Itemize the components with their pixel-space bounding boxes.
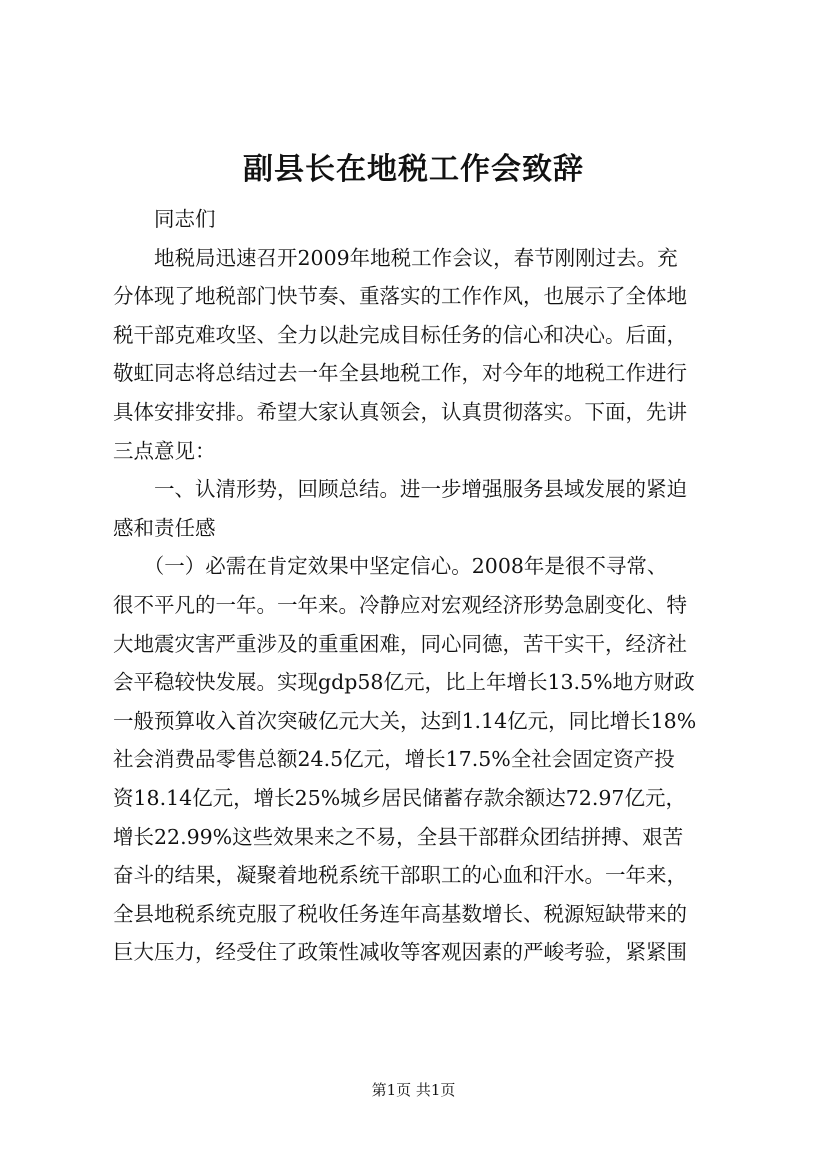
text-line: 会平稳较快发展。实现gdp58亿元，比上年增长13.5%地方财政 bbox=[113, 670, 695, 695]
text-line: 很不平凡的一年。一年来。冷静应对宏观经济形势急剧变化、特 bbox=[113, 592, 687, 617]
text-line: 资18.14亿元，增长25%城乡居民储蓄存款余额达72.97亿元， bbox=[113, 785, 686, 810]
text-line: 大地震灾害严重涉及的重重困难，同心同德，苦干实干，经济社 bbox=[113, 631, 687, 656]
document-body bbox=[113, 200, 723, 972]
text-line: 增长22.99%这些效果来之不易，全县干部群众团结拼搏、艰苦 bbox=[113, 824, 684, 849]
text-line: 敬虹同志将总结过去一年全县地税工作，对今年的地税工作进行 bbox=[113, 361, 687, 386]
text-line: 地税局迅速召开2009年地税工作会议，春节刚刚过去。充 bbox=[113, 245, 678, 270]
text-line: 社会消费品零售总额24.5亿元，增长17.5%全社会固定资产投 bbox=[113, 747, 675, 772]
text-line: 全县地税系统克服了税收任务连年高基数增长、税源短缺带来的 bbox=[113, 901, 687, 926]
text-line: 巨大压力，经受住了政策性减收等客观因素的严峻考验，紧紧围 bbox=[113, 940, 687, 965]
page-footer: 第1页 共1页 bbox=[371, 1081, 456, 1099]
text-line: 一、认清形势，回顾总结。进一步增强服务县域发展的紧迫 bbox=[113, 477, 687, 502]
text-line: （一）必需在肯定效果中坚定信心。2008年是很不寻常、 bbox=[113, 554, 668, 579]
text-line: 税干部克难攻坚、全力以赴完成目标任务的信心和决心。后面， bbox=[113, 322, 687, 347]
text-line: 感和责任感 bbox=[113, 515, 216, 540]
text-line: 三点意见： bbox=[113, 438, 216, 463]
text-line: 一般预算收入首次突破亿元大关，达到1.14亿元，同比增长18% bbox=[113, 708, 697, 733]
text-line: 同志们 bbox=[113, 207, 216, 231]
text-line: 具体安排安排。希望大家认真领会，认真贯彻落实。下面，先讲 bbox=[113, 399, 687, 424]
text-line: 奋斗的结果，凝聚着地税系统干部职工的心血和汗水。一年来， bbox=[113, 863, 687, 888]
text-line: 分体现了地税部门快节奏、重落实的工作作风，也展示了全体地 bbox=[113, 284, 687, 309]
document-title: 副县长在地税工作会致辞 bbox=[243, 152, 584, 187]
